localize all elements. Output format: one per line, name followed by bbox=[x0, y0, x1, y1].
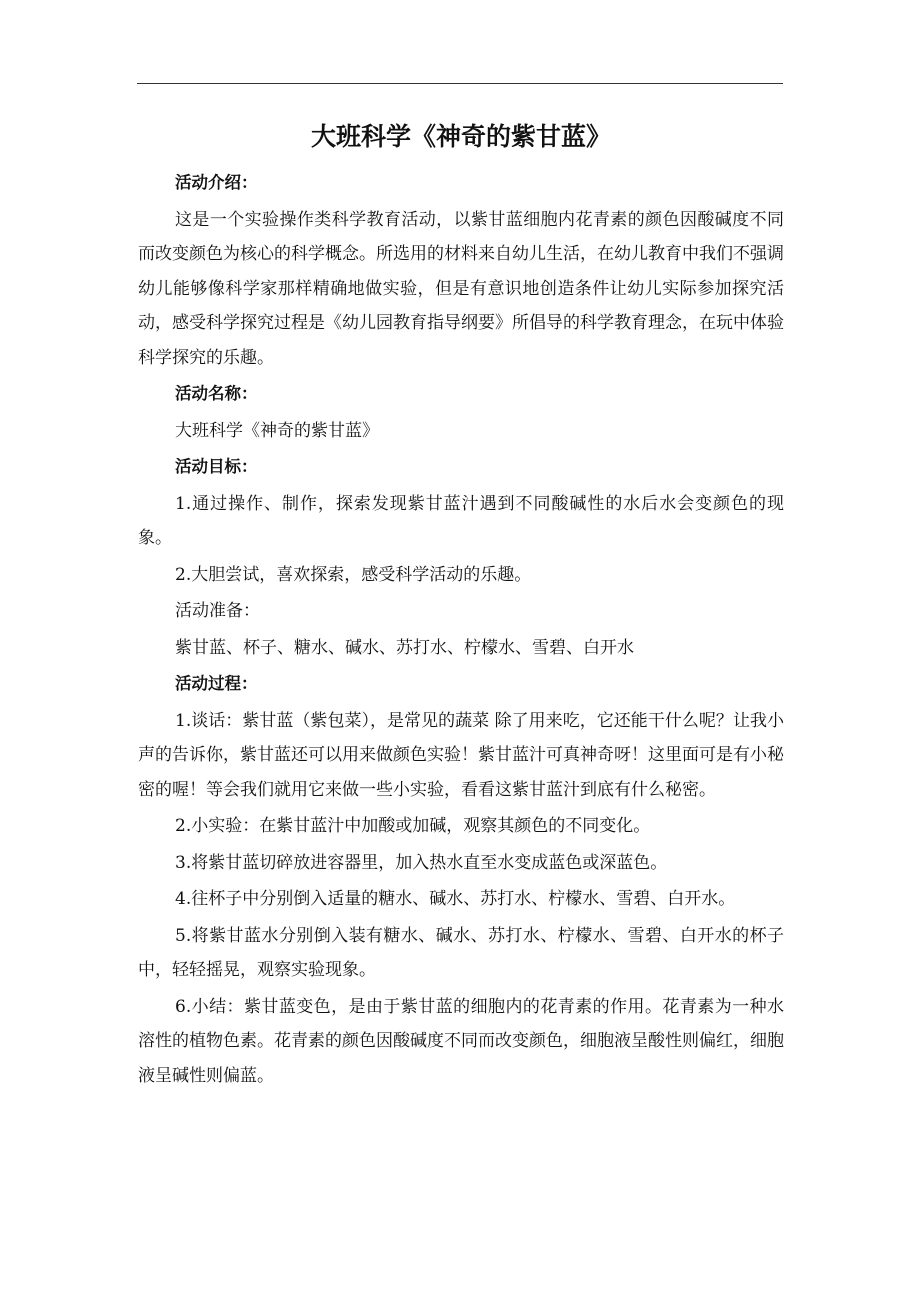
process-item: 1.谈话：紫甘蓝（紫包菜），是常见的蔬菜 除了用来吃，它还能干什么呢？让我小声的告诉你，紫甘蓝还可以用来做颜色实验！紫甘蓝汁可真神奇呀！这里面可是有小秘密的喔！等会我们就用它来做一些小实验，看看这紫甘蓝汁到底有什么秘密。 bbox=[138, 710, 784, 800]
goals-heading: 活动目标： bbox=[175, 457, 258, 476]
intro-heading: 活动介绍： bbox=[175, 173, 258, 192]
name-paragraph: 大班科学《神奇的紫甘蓝》 bbox=[175, 420, 379, 441]
process-item: 5.将紫甘蓝水分别倒入装有糖水、碱水、苏打水、柠檬水、雪碧、白开水的杯子中，轻轻摇晃，观察实验现象。 bbox=[138, 925, 784, 980]
process-item: 3.将紫甘蓝切碎放进容器里，加入热水直至水变成蓝色或深蓝色。 bbox=[175, 852, 668, 873]
process-item: 2.小实验：在紫甘蓝汁中加酸或加碱，观察其颜色的不同变化。 bbox=[175, 816, 651, 836]
process-item: 6.小结：紫甘蓝变色，是由于紫甘蓝的细胞内的花青素的作用。花青素为一种水溶性的植物色素。花青素的颜色因酸碱度不同而改变颜色，细胞液呈酸性则偏红，细胞液呈碱性则偏蓝。 bbox=[138, 996, 784, 1086]
header-rule bbox=[137, 83, 783, 84]
document-title: 大班科学《神奇的紫甘蓝》 bbox=[310, 122, 611, 151]
name-heading: 活动名称： bbox=[175, 384, 258, 403]
goal-item: 2.大胆尝试，喜欢探索，感受科学活动的乐趣。 bbox=[175, 564, 532, 585]
process-heading: 活动过程： bbox=[175, 674, 258, 693]
intro-paragraph: 这是一个实验操作类科学教育活动，以紫甘蓝细胞内花青素的颜色因酸碱度不同而改变颜色为核心的科学概念。所选用的材料来自幼儿生活，在幼儿教育中我们不强调幼儿能够像科学家那样精确地做实验，但是有意识地创造条件让幼儿实际参加探究活动，感受科学探究过程是《幼儿园教育指导纲要》所倡导的科学教育理念，在玩中体验科学探究的乐趣。 bbox=[138, 209, 784, 368]
prep-heading: 活动准备： bbox=[175, 601, 260, 621]
goal-item: 1.通过操作、制作，探索发现紫甘蓝汁遇到不同酸碱性的水后水会变颜色的现象。 bbox=[138, 493, 784, 548]
process-item: 4.往杯子中分别倒入适量的糖水、碱水、苏打水、柠檬水、雪碧、白开水。 bbox=[175, 889, 736, 909]
prep-paragraph: 紫甘蓝、杯子、糖水、碱水、苏打水、柠檬水、雪碧、白开水 bbox=[175, 637, 634, 658]
document-body bbox=[138, 112, 784, 1095]
